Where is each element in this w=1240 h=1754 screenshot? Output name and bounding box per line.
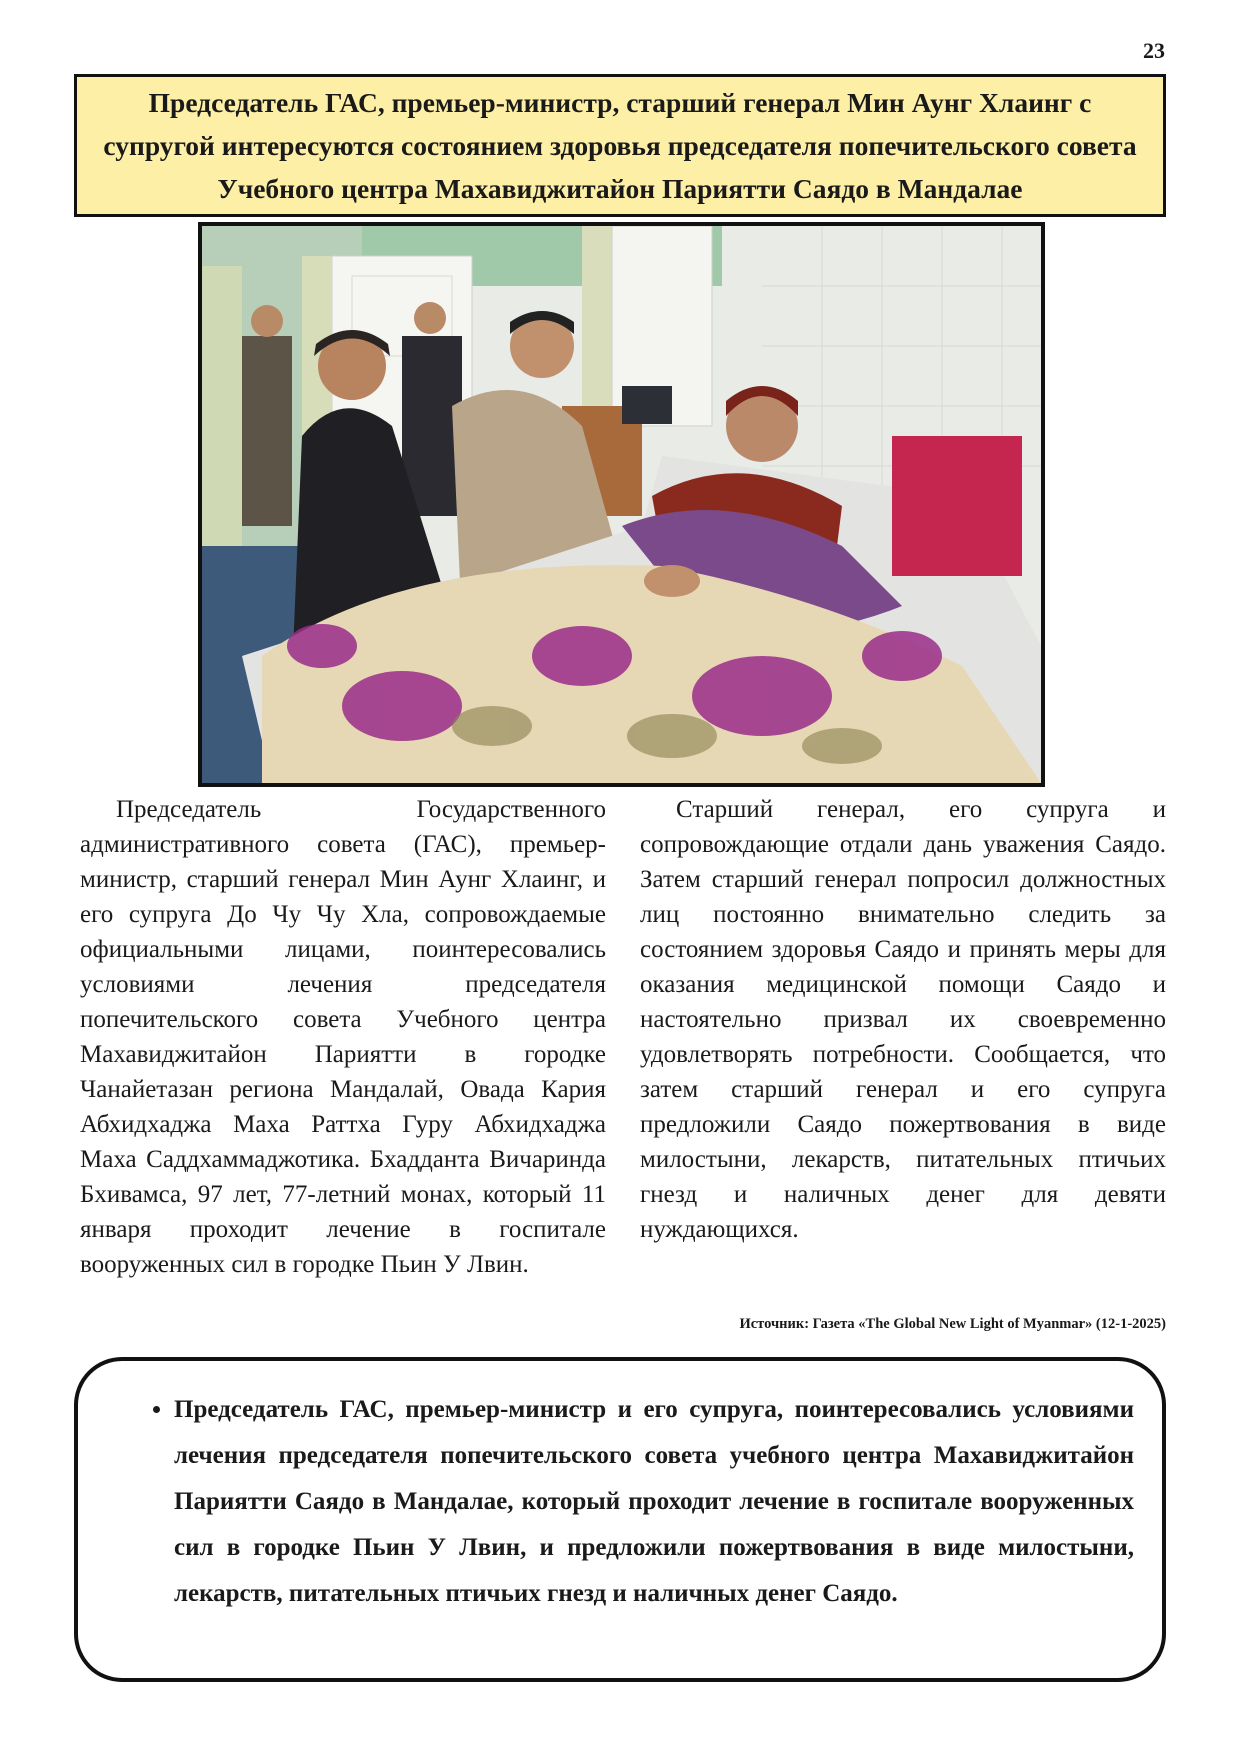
article-source: Источник: Газета «The Global New Light of Myanmar» (12-1-2025): [739, 1316, 1166, 1332]
article-paragraph-left: Председатель Государственного административного совета (ГАС), премьер-министр, старший генерал Мин Аунг Хлаинг, и его супруга До Чу Чу Хла, сопровождаемые официальными лицами, поинтересовались условиями лечения председателя попечительского совета Учебного центра Махавиджитайон Париятти в городке Чанайетазан региона Мандалай, Овада Кария Абхидхаджа Маха Раттха Гуру Абхидхаджа Маха Саддхаммаджотика. Бхадданта Вичаринда Бхивамса, 97 лет, 77-летний монах, который 11 января проходит лечение в госпитале вооруженных сил в городке Пьин У Лвин.: [80, 796, 606, 1278]
article-column-left: [80, 792, 606, 1282]
page-number: 23: [1143, 38, 1165, 63]
summary-bullet: • Председатель ГАС, премьер-министр и его супруга, поинтересовались условиями лечения председателя попечительского совета учебного центра Махавиджитайон Париятти Саядо в Мандалае, который проходит лечение в госпитале вооруженных сил в городке Пьин У Лвин, и предложили пожертвования в виде милостыни, лекарств, питательных птичьих гнезд и наличных денег Саядо.: [174, 1387, 1134, 1617]
article-title: Председатель ГАС, премьер-министр, старший генерал Мин Аунг Хлаинг с супругой интересуются состоянием здоровья председателя попечительского совета Учебного центра Махавиджитайон Париятти Саядо в Мандалае: [103, 87, 1137, 204]
title-box: [74, 74, 1166, 217]
article-paragraph-right: Старший генерал, его супруга и сопровождающие отдали дань уважения Саядо. Затем старший генерал попросил должностных лиц постоянно внимательно следить за состоянием здоровья Саядо и принять меры для оказания медицинской помощи Саядо и настоятельно призвал их своевременно удовлетворять потребности. Сообщается, что затем старший генерал и его супруга предложили Саядо пожертвования в виде милостыни, лекарств, питательных птичьих гнезд и наличных денег для девяти нуждающихся.: [640, 796, 1166, 1243]
article-column-right: [640, 792, 1166, 1247]
hospital-visit-photo: [202, 226, 1041, 783]
article-photo: [198, 222, 1045, 787]
summary-box: [74, 1357, 1166, 1682]
summary-list: [134, 1387, 1134, 1617]
